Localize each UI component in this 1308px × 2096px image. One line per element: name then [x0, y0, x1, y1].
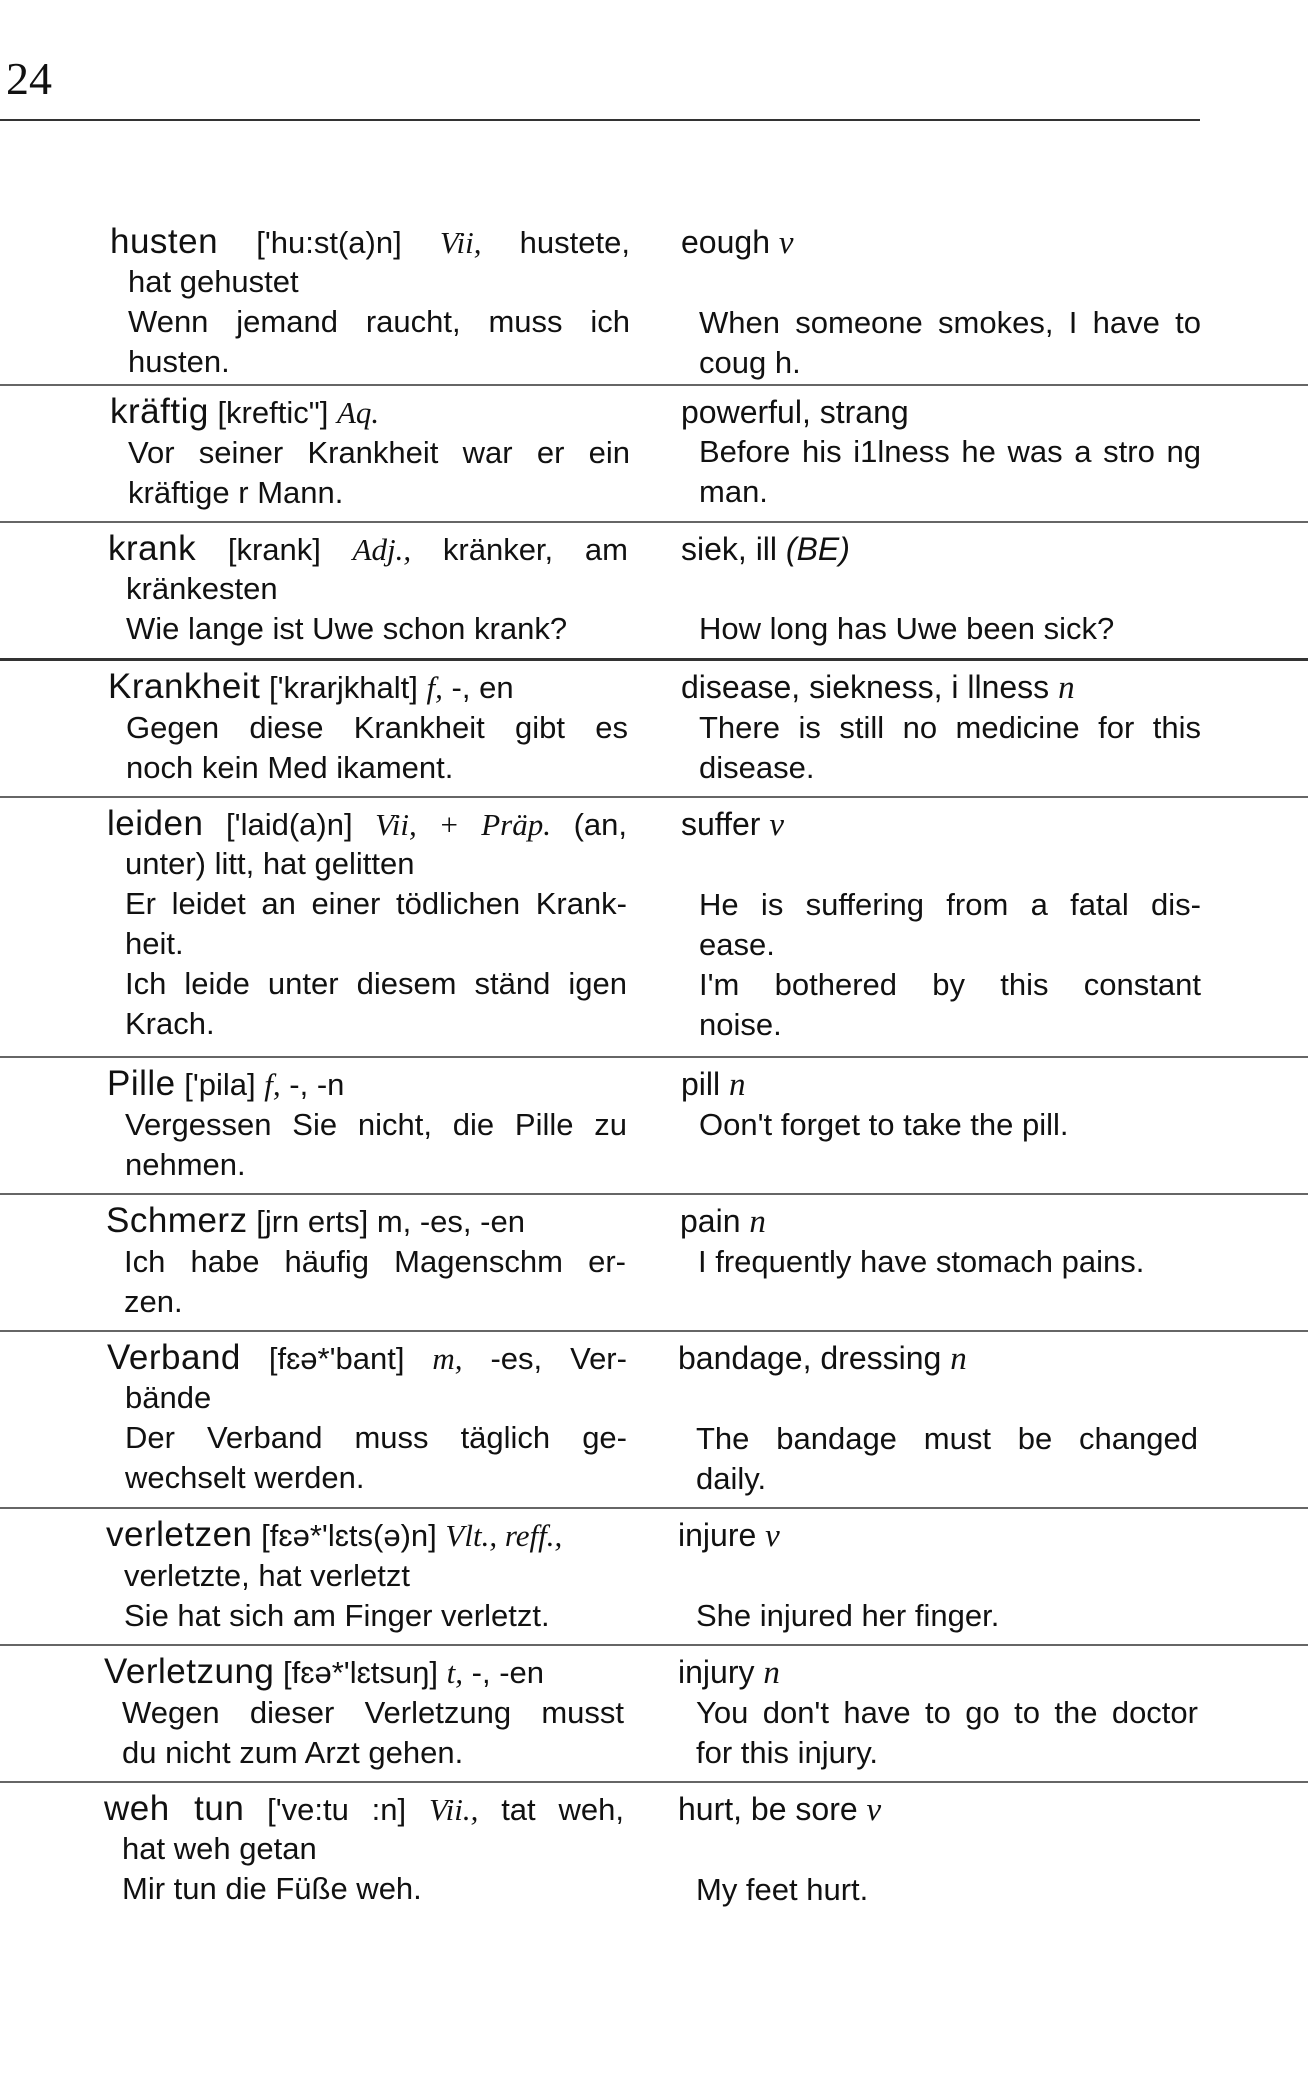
headword-continuation: hat gehustet: [128, 264, 299, 299]
german-column: [107, 1338, 627, 1498]
translation: bandage, dressing: [678, 1340, 942, 1376]
english-example-line: She injured her finger.: [696, 1598, 1000, 1633]
part-of-speech: v: [866, 1792, 882, 1828]
german-example-line: noch kein Med ikament.: [126, 750, 454, 785]
grammar-label: Vlt., reff.,: [445, 1518, 563, 1553]
part-of-speech: (BE): [785, 531, 850, 567]
english-column: [678, 1789, 1198, 1910]
english-example-line: How long has Uwe been sick?: [699, 611, 1115, 646]
german-column: [107, 1064, 627, 1185]
headword: Verletzung: [104, 1652, 275, 1691]
translation-line: [678, 1652, 1198, 1693]
headword-line: [106, 1201, 626, 1242]
german-example-line: Gegen diese Krankheit gibt es: [126, 710, 628, 745]
translation-line: [678, 1789, 1198, 1830]
german-example-line: nehmen.: [125, 1147, 246, 1182]
german-column: [110, 222, 630, 382]
header-rule: [0, 119, 1200, 121]
grammar-forms: -, -en: [471, 1655, 544, 1690]
part-of-speech: v: [778, 225, 794, 261]
grammar-forms: (an,: [573, 807, 627, 842]
translation-line: [680, 1201, 1200, 1242]
spacer: [678, 1556, 1198, 1596]
grammar-label: f,: [426, 670, 443, 705]
english-example-line: daily.: [696, 1461, 767, 1496]
dictionary-entries: [0, 222, 1308, 1918]
english-example-line: I frequently have stomach pains.: [698, 1244, 1145, 1279]
english-example-line: You don't have to go to the doctor: [696, 1695, 1198, 1730]
translation-line: [681, 392, 1201, 432]
grammar-label: m,: [432, 1341, 463, 1376]
german-example-line: Vor seiner Krankheit war er ein: [128, 435, 630, 470]
pronunciation: [fɛə*'lɛts(ə)n]: [261, 1518, 437, 1553]
pronunciation: [fɛə*'bant]: [268, 1341, 405, 1376]
dictionary-entry: [0, 1783, 1308, 1918]
english-column: [680, 1201, 1200, 1282]
german-example-line: Ich leide unter diesem ständ igen: [125, 966, 627, 1001]
english-column: [678, 1652, 1198, 1773]
headword-line: [110, 392, 630, 433]
dictionary-entry: [0, 661, 1308, 798]
translation: siek, ill: [681, 531, 778, 567]
headword-line: [107, 1338, 627, 1378]
grammar-label: Vii,: [439, 225, 482, 260]
pronunciation: [kreftic"]: [217, 395, 329, 430]
english-example-line: When someone smokes, I have to: [699, 305, 1201, 340]
english-column: [681, 1064, 1201, 1145]
grammar-forms: -es, Ver-: [490, 1341, 627, 1376]
english-column: [681, 804, 1201, 1045]
german-column: [107, 804, 627, 1044]
pronunciation: ['hu:st(a)n]: [256, 225, 402, 260]
grammar-label: t,: [446, 1655, 464, 1690]
headword: Pille: [107, 1064, 176, 1103]
part-of-speech: v: [769, 807, 784, 843]
german-example-line: husten.: [128, 344, 230, 379]
headword-continuation: verletzte, hat verletzt: [124, 1558, 411, 1593]
grammar-label: f,: [264, 1067, 281, 1102]
part-of-speech: n: [1058, 670, 1075, 706]
translation-line: [678, 1338, 1198, 1379]
pronunciation: ['krarjkhalt]: [269, 670, 418, 705]
headword-continuation: unter) litt, hat gelitten: [125, 846, 415, 881]
german-column: [104, 1789, 624, 1909]
translation: pill: [681, 1066, 721, 1102]
headword-line: [110, 222, 630, 262]
german-column: [108, 667, 628, 788]
english-example-line: noise.: [699, 1007, 782, 1042]
english-column: [681, 392, 1201, 512]
german-column: [106, 1515, 626, 1636]
english-example-line: My feet hurt.: [696, 1872, 869, 1907]
english-example-line: coug h.: [699, 345, 801, 380]
dictionary-entry: [0, 1195, 1308, 1332]
translation: injure: [678, 1517, 757, 1553]
german-example-line: Krach.: [125, 1006, 215, 1041]
grammar-label: Aq.: [336, 395, 380, 430]
german-example-line: Wegen dieser Verletzung musst: [122, 1695, 624, 1730]
german-example-line: zen.: [124, 1284, 183, 1319]
english-column: [681, 222, 1201, 383]
english-example-line: Before his i1lness he was a stro ng: [699, 434, 1201, 469]
dictionary-entry: [0, 1332, 1308, 1509]
page-number: 24: [6, 53, 52, 104]
headword-continuation: kränkesten: [126, 571, 278, 606]
headword: Schmerz: [106, 1201, 248, 1240]
headword: verletzen: [106, 1515, 253, 1554]
spacer: [678, 1379, 1198, 1419]
dictionary-entry: [0, 386, 1308, 523]
grammar-forms: -, en: [451, 670, 514, 705]
translation-line: [681, 529, 1201, 569]
english-example-line: for this injury.: [696, 1735, 879, 1770]
headword-line: [106, 1515, 626, 1556]
spacer: [678, 1830, 1198, 1870]
headword: leiden: [107, 804, 204, 843]
english-example-line: man.: [699, 474, 768, 509]
dictionary-entry: [0, 1509, 1308, 1646]
pronunciation: ['ve:tu :n]: [267, 1792, 407, 1827]
part-of-speech: v: [765, 1518, 780, 1554]
grammar-forms: tat weh,: [501, 1792, 624, 1827]
headword-line: [108, 529, 628, 569]
german-column: [110, 392, 630, 513]
translation-line: [681, 804, 1201, 845]
spacer: [681, 263, 1201, 303]
part-of-speech: n: [749, 1204, 766, 1240]
pronunciation: [jrn erts]: [256, 1204, 369, 1239]
english-example-line: Oon't forget to take the pill.: [699, 1107, 1069, 1142]
german-example-line: Mir tun die Füße weh.: [122, 1871, 422, 1906]
headword: weh tun: [104, 1789, 245, 1828]
pronunciation: [fɛə*'lɛtsuŋ]: [283, 1655, 439, 1690]
german-example-line: kräftige r Mann.: [128, 475, 344, 510]
headword: Krankheit: [108, 667, 261, 706]
translation: eough: [681, 224, 770, 260]
headword-line: [108, 667, 628, 708]
english-example-line: He is suffering from a fatal dis-: [699, 887, 1201, 922]
headword-continuation: bände: [125, 1380, 212, 1415]
english-example-line: disease.: [699, 750, 815, 785]
translation: disease, siekness, i llness: [681, 669, 1050, 705]
translation-line: [681, 1064, 1201, 1105]
part-of-speech: n: [763, 1655, 780, 1691]
english-column: [681, 529, 1201, 649]
headword: Verband: [107, 1338, 241, 1377]
german-example-line: Er leidet an einer tödlichen Krank-: [125, 886, 627, 921]
dictionary-entry: [0, 1058, 1308, 1195]
spacer: [681, 845, 1201, 885]
translation-line: [681, 667, 1201, 708]
headword: husten: [110, 222, 219, 261]
english-example-line: I'm bothered by this constant: [699, 967, 1201, 1002]
german-example-line: du nicht zum Arzt gehen.: [122, 1735, 464, 1770]
headword-line: [107, 1064, 627, 1105]
english-column: [678, 1515, 1198, 1636]
pronunciation: ['laid(a)n]: [226, 807, 353, 842]
translation: pain: [680, 1203, 741, 1239]
pronunciation: ['pila]: [184, 1067, 256, 1102]
dictionary-entry: [0, 798, 1308, 1058]
german-column: [104, 1652, 624, 1773]
translation-line: [678, 1515, 1198, 1556]
pronunciation: [krank]: [227, 532, 321, 567]
grammar-forms: kränker, am: [442, 532, 628, 567]
english-example-line: ease.: [699, 927, 775, 962]
german-example-line: Sie hat sich am Finger verletzt.: [124, 1598, 550, 1633]
headword-continuation: hat weh getan: [122, 1831, 317, 1866]
german-example-line: heit.: [125, 926, 184, 961]
headword: kräftig: [110, 392, 209, 431]
german-column: [108, 529, 628, 649]
grammar-label: Adj.,: [352, 532, 412, 567]
translation: suffer: [681, 806, 761, 842]
grammar-forms: m, -es, -en: [376, 1204, 525, 1239]
grammar-label: Vii.,: [428, 1792, 479, 1827]
headword-line: [104, 1789, 624, 1829]
english-column: [678, 1338, 1198, 1499]
german-column: [106, 1201, 626, 1322]
german-example-line: Vergessen Sie nicht, die Pille zu: [125, 1107, 627, 1142]
dictionary-entry: [0, 523, 1308, 661]
translation-line: [681, 222, 1201, 263]
part-of-speech: n: [950, 1341, 967, 1377]
english-example-line: The bandage must be changed: [696, 1421, 1198, 1456]
headword: krank: [108, 529, 197, 568]
german-example-line: wechselt werden.: [125, 1460, 365, 1495]
german-example-line: Wie lange ist Uwe schon krank?: [126, 611, 568, 646]
german-example-line: Wenn jemand raucht, muss ich: [128, 304, 630, 339]
english-column: [681, 667, 1201, 788]
german-example-line: Der Verband muss täglich ge-: [125, 1420, 627, 1455]
grammar-label: Vii, + Präp.: [375, 807, 551, 842]
german-example-line: Ich habe häufig Magenschm er-: [124, 1244, 626, 1279]
translation: powerful, strang: [681, 394, 909, 430]
dictionary-entry: [0, 1646, 1308, 1783]
headword-line: [107, 804, 627, 844]
headword-line: [104, 1652, 624, 1693]
dictionary-entry: [0, 222, 1308, 386]
translation: injury: [678, 1654, 755, 1690]
translation: hurt, be sore: [678, 1791, 858, 1827]
english-example-line: There is still no medicine for this: [699, 710, 1201, 745]
part-of-speech: n: [729, 1067, 746, 1103]
spacer: [681, 569, 1201, 609]
grammar-forms: -, -n: [289, 1067, 345, 1102]
grammar-forms: hustete,: [519, 225, 630, 260]
